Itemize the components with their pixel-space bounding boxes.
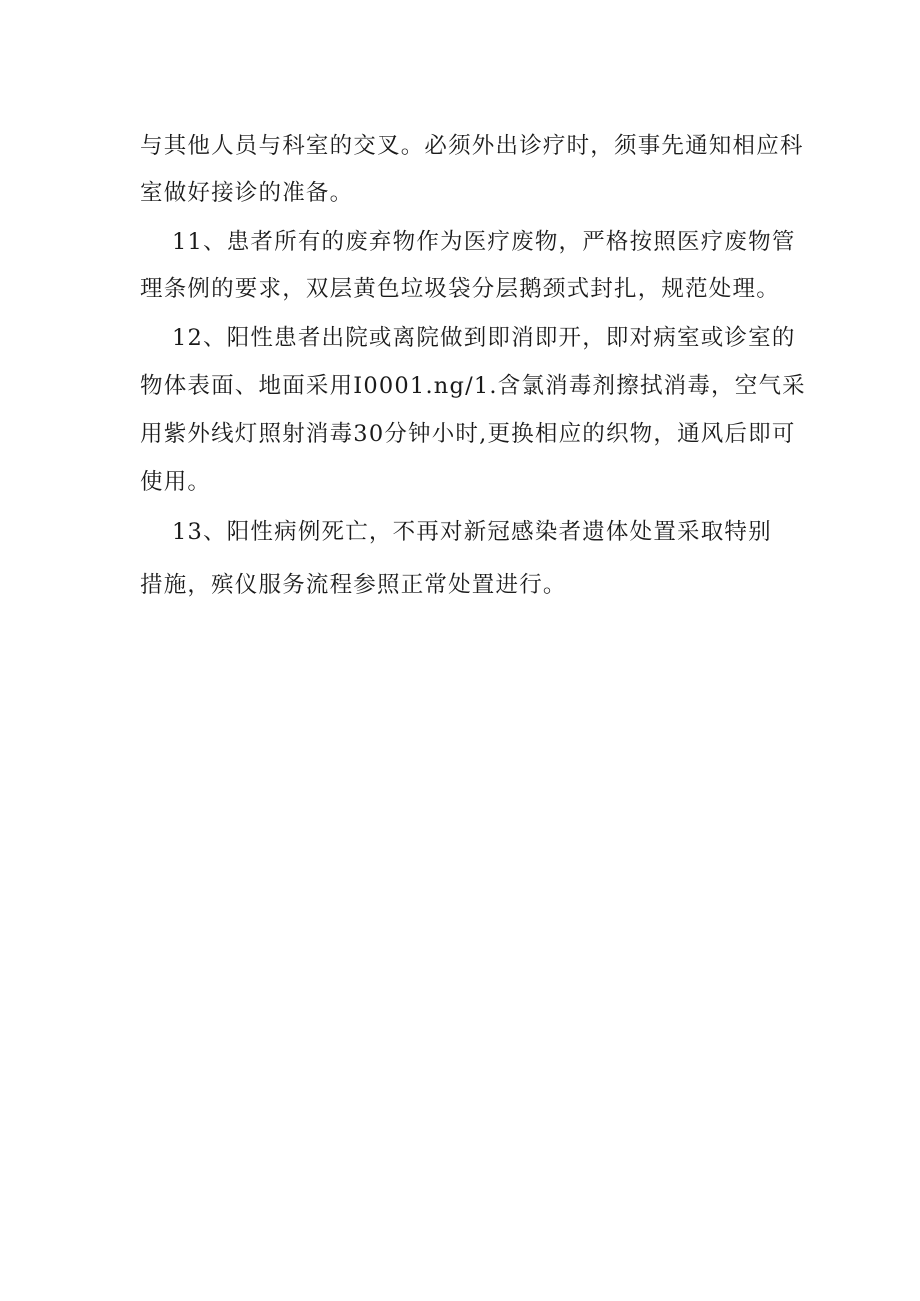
- text-line: 措施，殡仪服务流程参照正常处置进行。: [140, 572, 567, 598]
- text-line: 室做好接诊的准备。: [140, 180, 354, 206]
- paragraph-11-line: 11、患者所有的废弃物作为医疗废物，严格按照医疗废物管: [172, 229, 796, 255]
- text-line: 与其他人员与科室的交叉。必须外出诊疗时，须事先通知相应科: [140, 133, 804, 159]
- text-line: 物体表面、地面采用I0001.ng/1.含氯消毒剂擦拭消毒，空气采: [140, 373, 806, 399]
- paragraph-12-line: 12、阳性患者出院或离院做到即消即开，即对病室或诊室的: [172, 325, 796, 351]
- text-line: 使用。: [140, 469, 212, 495]
- text-line: 理条例的要求，双层黄色垃圾袋分层鹅颈式封扎，规范处理。: [140, 276, 780, 302]
- paragraph-13-line: 13、阳性病例死亡，不再对新冠感染者遗体处置采取特别: [172, 519, 772, 545]
- text-line: 用紫外线灯照射消毒30分钟小时,更换相应的织物，通风后即可: [140, 421, 796, 447]
